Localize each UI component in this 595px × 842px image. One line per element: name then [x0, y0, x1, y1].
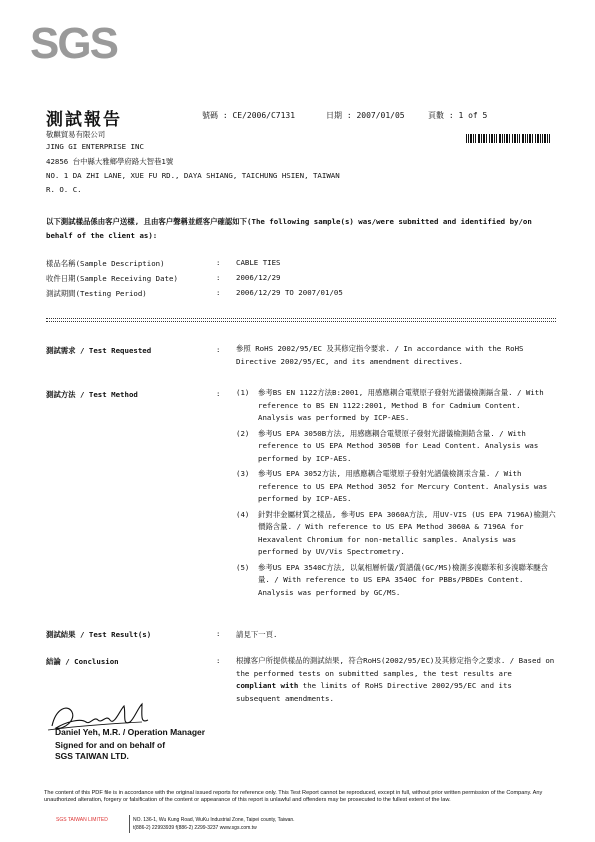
footer-disclaimer: The content of this PDF file is in accordance with the original issued reports for reference only. This Test Report cannot be reproduced, except in full, without prior written permission of the Company. Any unauthorized alteration, forgery or falsification of the content or appearance of this report is unlawful and offenders may be prosecuted to the fullest extent of the law.	[44, 790, 543, 804]
report-number: 號碼 : CE/2006/C7131	[202, 111, 296, 120]
conclusion-text	[236, 655, 556, 705]
method-item-number: (5)	[236, 562, 250, 572]
method-item	[236, 468, 556, 506]
conclusion-text-part-1: 根據客户所提供樣品的測試結果, 符合RoHS(2002/95/EC)及其修定指令之要求. / Based on the performed tests on submitted samples, the test results are	[236, 656, 555, 678]
sample-description-label: 樣品名稱(Sample Description)	[46, 259, 165, 268]
method-item	[236, 509, 556, 559]
method-item-text: 參考US EPA 3050B方法, 用感應耦合電漿原子發射光譜儀檢測鉛含量. / With reference to US EPA Method 3050B for Lead Content. Analysis was performed by ICP-AES.	[258, 428, 539, 463]
client-address-zh: 42856 台中縣大雅鄉學府路大智巷1號	[46, 157, 174, 166]
colon: :	[216, 288, 221, 297]
method-item-number: (4)	[236, 509, 250, 519]
method-item-text: 參考BS EN 1122方法B:2001, 用感應耦合電漿原子發射光譜儀檢測鎘含量. / With reference to BS EN 1122:2001, Method B for Cadmium Content. Analysis was performed by ICP-AES.	[258, 388, 544, 422]
barcode	[466, 128, 550, 137]
colon: :	[216, 389, 221, 398]
conclusion-text-part-2: the limits of RoHS Directive 2002/95/EC and its subsequent amendments.	[236, 681, 512, 703]
footer-address: NO. 136-1, Wu Kung Road, WuKu Industrial Zone, Taipei county, Taiwan.	[133, 817, 295, 823]
footer-divider	[129, 815, 130, 833]
method-item-number: (1)	[236, 388, 250, 397]
signatory-name: Daniel Yeh, M.R. / Operation Manager	[55, 727, 206, 737]
test-result-text: 請見下一頁.	[236, 630, 278, 639]
testing-period-label: 測試期間(Testing Period)	[46, 289, 147, 298]
test-requested-text: 參照 RoHS 2002/95/EC 及其修定指令要求. / In accordance with the RoHS Directive 2002/95/EC, and its amendment directives.	[236, 344, 524, 366]
footer-phone: t(886-2) 22993939 f(886-2) 2299-3237 www.sgs.com.tw	[133, 825, 257, 831]
sample-description-value: CABLE TIES	[236, 258, 281, 267]
signing-company: SGS TAIWAN LTD.	[55, 751, 129, 761]
client-address-en-1: NO. 1 DA ZHI LANE, XUE FU RD., DAYA SHIANG, TAICHUNG HSIEN, TAIWAN	[46, 171, 340, 180]
client-name-en: JING GI ENTERPRISE INC	[46, 142, 144, 151]
method-item	[236, 562, 556, 600]
sample-receiving-date-label: 收件日期(Sample Receiving Date)	[46, 274, 178, 283]
sample-receiving-date-value: 2006/12/29	[236, 273, 281, 282]
method-item-text: 參考US EPA 3052方法, 用感應耦合電漿原子發射光譜儀檢測汞含量. / With reference to US EPA Method 3052 for Mercury Content. Analysis was performed by ICP-AES.	[258, 469, 548, 503]
colon: :	[216, 258, 221, 267]
sgs-logo	[30, 14, 120, 70]
footer-company: SGS TAIWAN LIMITED	[56, 817, 108, 823]
report-title: 測試報告	[46, 110, 122, 130]
method-item	[236, 387, 556, 425]
method-item-number: (3)	[236, 469, 250, 478]
test-result-label: 測試結果 / Test Result(s)	[46, 630, 152, 639]
testing-period-value: 2006/12/29 TO 2007/01/05	[236, 288, 343, 297]
client-name-zh: 敬麒貿易有限公司	[46, 130, 106, 139]
method-item-number: (2)	[236, 428, 250, 438]
test-requested-label: 測試需求 / Test Requested	[46, 346, 152, 355]
test-method-list	[236, 387, 556, 599]
test-method-label: 測試方法 / Test Method	[46, 390, 138, 399]
colon: :	[216, 656, 221, 665]
conclusion-compliant: compliant with	[236, 681, 299, 690]
conclusion-label: 結論 / Conclusion	[46, 657, 119, 666]
signed-on-behalf: Signed for and on behalf of	[55, 740, 166, 750]
method-item-text: 針對非金屬材質之樣品, 參考US EPA 3060A方法, 用UV-VIS (US EPA 7196A)檢測六價鉻含量. / With reference to US EPA Method 3060A & 7196A for Hexavalent Chromium for non-metallic samples. Analysis was performed by UV/Vis Spectrometry.	[258, 509, 556, 556]
intro-statement: 以下測試樣品係由客户送樣, 且由客户聲稱並經客户確認如下(The following sample(s) was/were submitted and identified by/on behalf of the client as):	[46, 217, 532, 240]
svg-text:SGS: SGS	[30, 19, 117, 68]
method-item	[236, 428, 556, 466]
separator-line	[46, 318, 556, 322]
colon: :	[216, 273, 221, 282]
colon: :	[216, 629, 221, 638]
method-item-text: 參考US EPA 3540C方法, 以氣相層析儀/質譜儀(GC/MS)檢測多溴聯苯和多溴聯苯醚含量. / With reference to US EPA 3540C for PBBs/PBDEs Content. Analysis was performed by GC/MS.	[258, 562, 549, 597]
report-date: 日期 : 2007/01/05	[326, 111, 405, 120]
client-address-en-2: R. O. C.	[46, 185, 82, 194]
page-count: 頁數 : 1 of 5	[428, 111, 488, 120]
colon: :	[216, 345, 221, 354]
